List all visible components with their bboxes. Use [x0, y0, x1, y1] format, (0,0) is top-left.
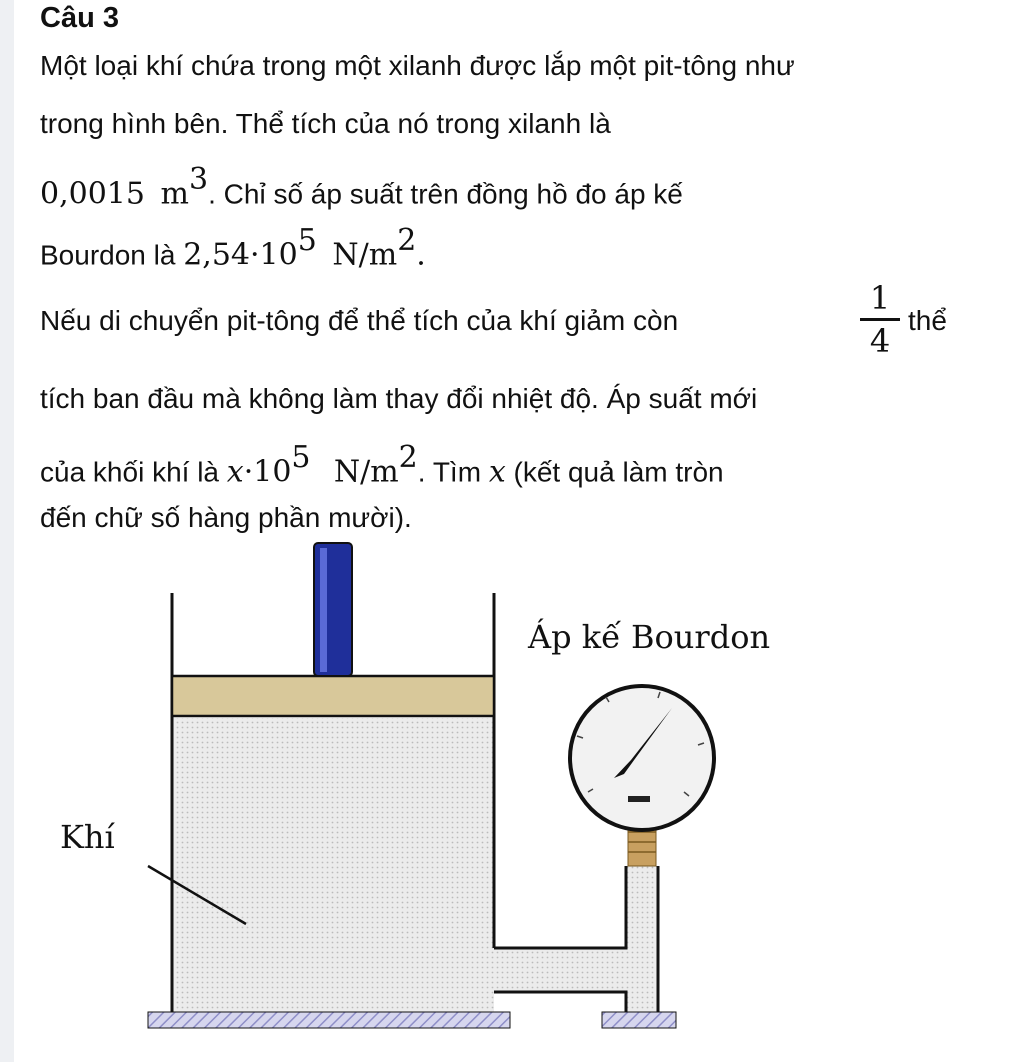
volume-value: 0,0015 — [40, 176, 145, 212]
piston-plate — [172, 676, 494, 716]
variable-x: x — [226, 454, 244, 490]
text-line-4-end: . — [416, 237, 426, 273]
text-line-8: đến chữ số hàng phần mười). — [40, 502, 412, 533]
text-line-4-start: Bourdon là — [40, 239, 176, 271]
text-line-7-find: . Tìm — [417, 456, 482, 488]
pipe-top-outline — [494, 866, 626, 948]
pressure-value: 2,54·10 — [183, 237, 298, 273]
connecting-pipe — [494, 948, 626, 992]
pressure-unit: N/m — [332, 237, 398, 273]
piston-cylinder-diagram — [0, 530, 1023, 1062]
piston-rod — [314, 543, 352, 676]
fraction-denominator: 4 — [869, 322, 891, 360]
text-line-6: tích ban đầu mà không làm thay đổi nhiệt độ. Áp suất mới — [40, 383, 758, 414]
text-line-3 — [40, 162, 683, 212]
text-line-4 — [40, 223, 426, 273]
gauge-dial — [570, 686, 714, 830]
new-pressure-unit-exponent: 2 — [398, 440, 418, 475]
gas-region — [172, 718, 494, 1012]
vertical-pipe — [626, 866, 658, 1012]
text-line-5: Nếu di chuyển pit-tông để thể tích của khí giảm còn — [40, 305, 679, 336]
text-line-7-start: của khối khí là — [40, 456, 219, 488]
volume-unit-exponent: 3 — [189, 162, 209, 197]
pipe-base — [602, 1012, 676, 1028]
cylinder-base — [148, 1012, 510, 1028]
variable-x-2: x — [488, 454, 506, 490]
fraction-one-quarter — [860, 280, 900, 359]
volume-unit: m — [160, 176, 189, 212]
text-line-5-end: thể — [908, 305, 947, 336]
new-pressure-unit: N/m — [333, 454, 399, 490]
pipe-bottom-outline — [494, 992, 626, 1012]
fraction-numerator: 1 — [869, 279, 891, 317]
text-line-1: Một loại khí chứa trong một xilanh được lắp một pit-tông như — [40, 50, 795, 81]
fraction-bar — [860, 318, 900, 321]
pressure-exponent: 5 — [297, 223, 317, 258]
text-line-3-rest: . Chỉ số áp suất trên đồng hồ đo áp kế — [208, 178, 683, 210]
pressure-unit-exponent: 2 — [397, 223, 417, 258]
new-pressure-base: ·10 — [243, 454, 292, 490]
text-line-2: trong hình bên. Thể tích của nó trong xilanh là — [40, 108, 611, 139]
question-title: Câu 3 — [40, 2, 119, 34]
text-line-7 — [40, 440, 724, 490]
text-line-7-tail: (kết quả làm tròn — [513, 456, 724, 488]
gauge-label: Áp kế Bourdon — [528, 618, 771, 656]
gas-label: Khí — [60, 818, 115, 856]
gauge-window — [628, 796, 650, 802]
new-pressure-exponent: 5 — [291, 440, 311, 475]
piston-rod-highlight — [320, 548, 327, 672]
